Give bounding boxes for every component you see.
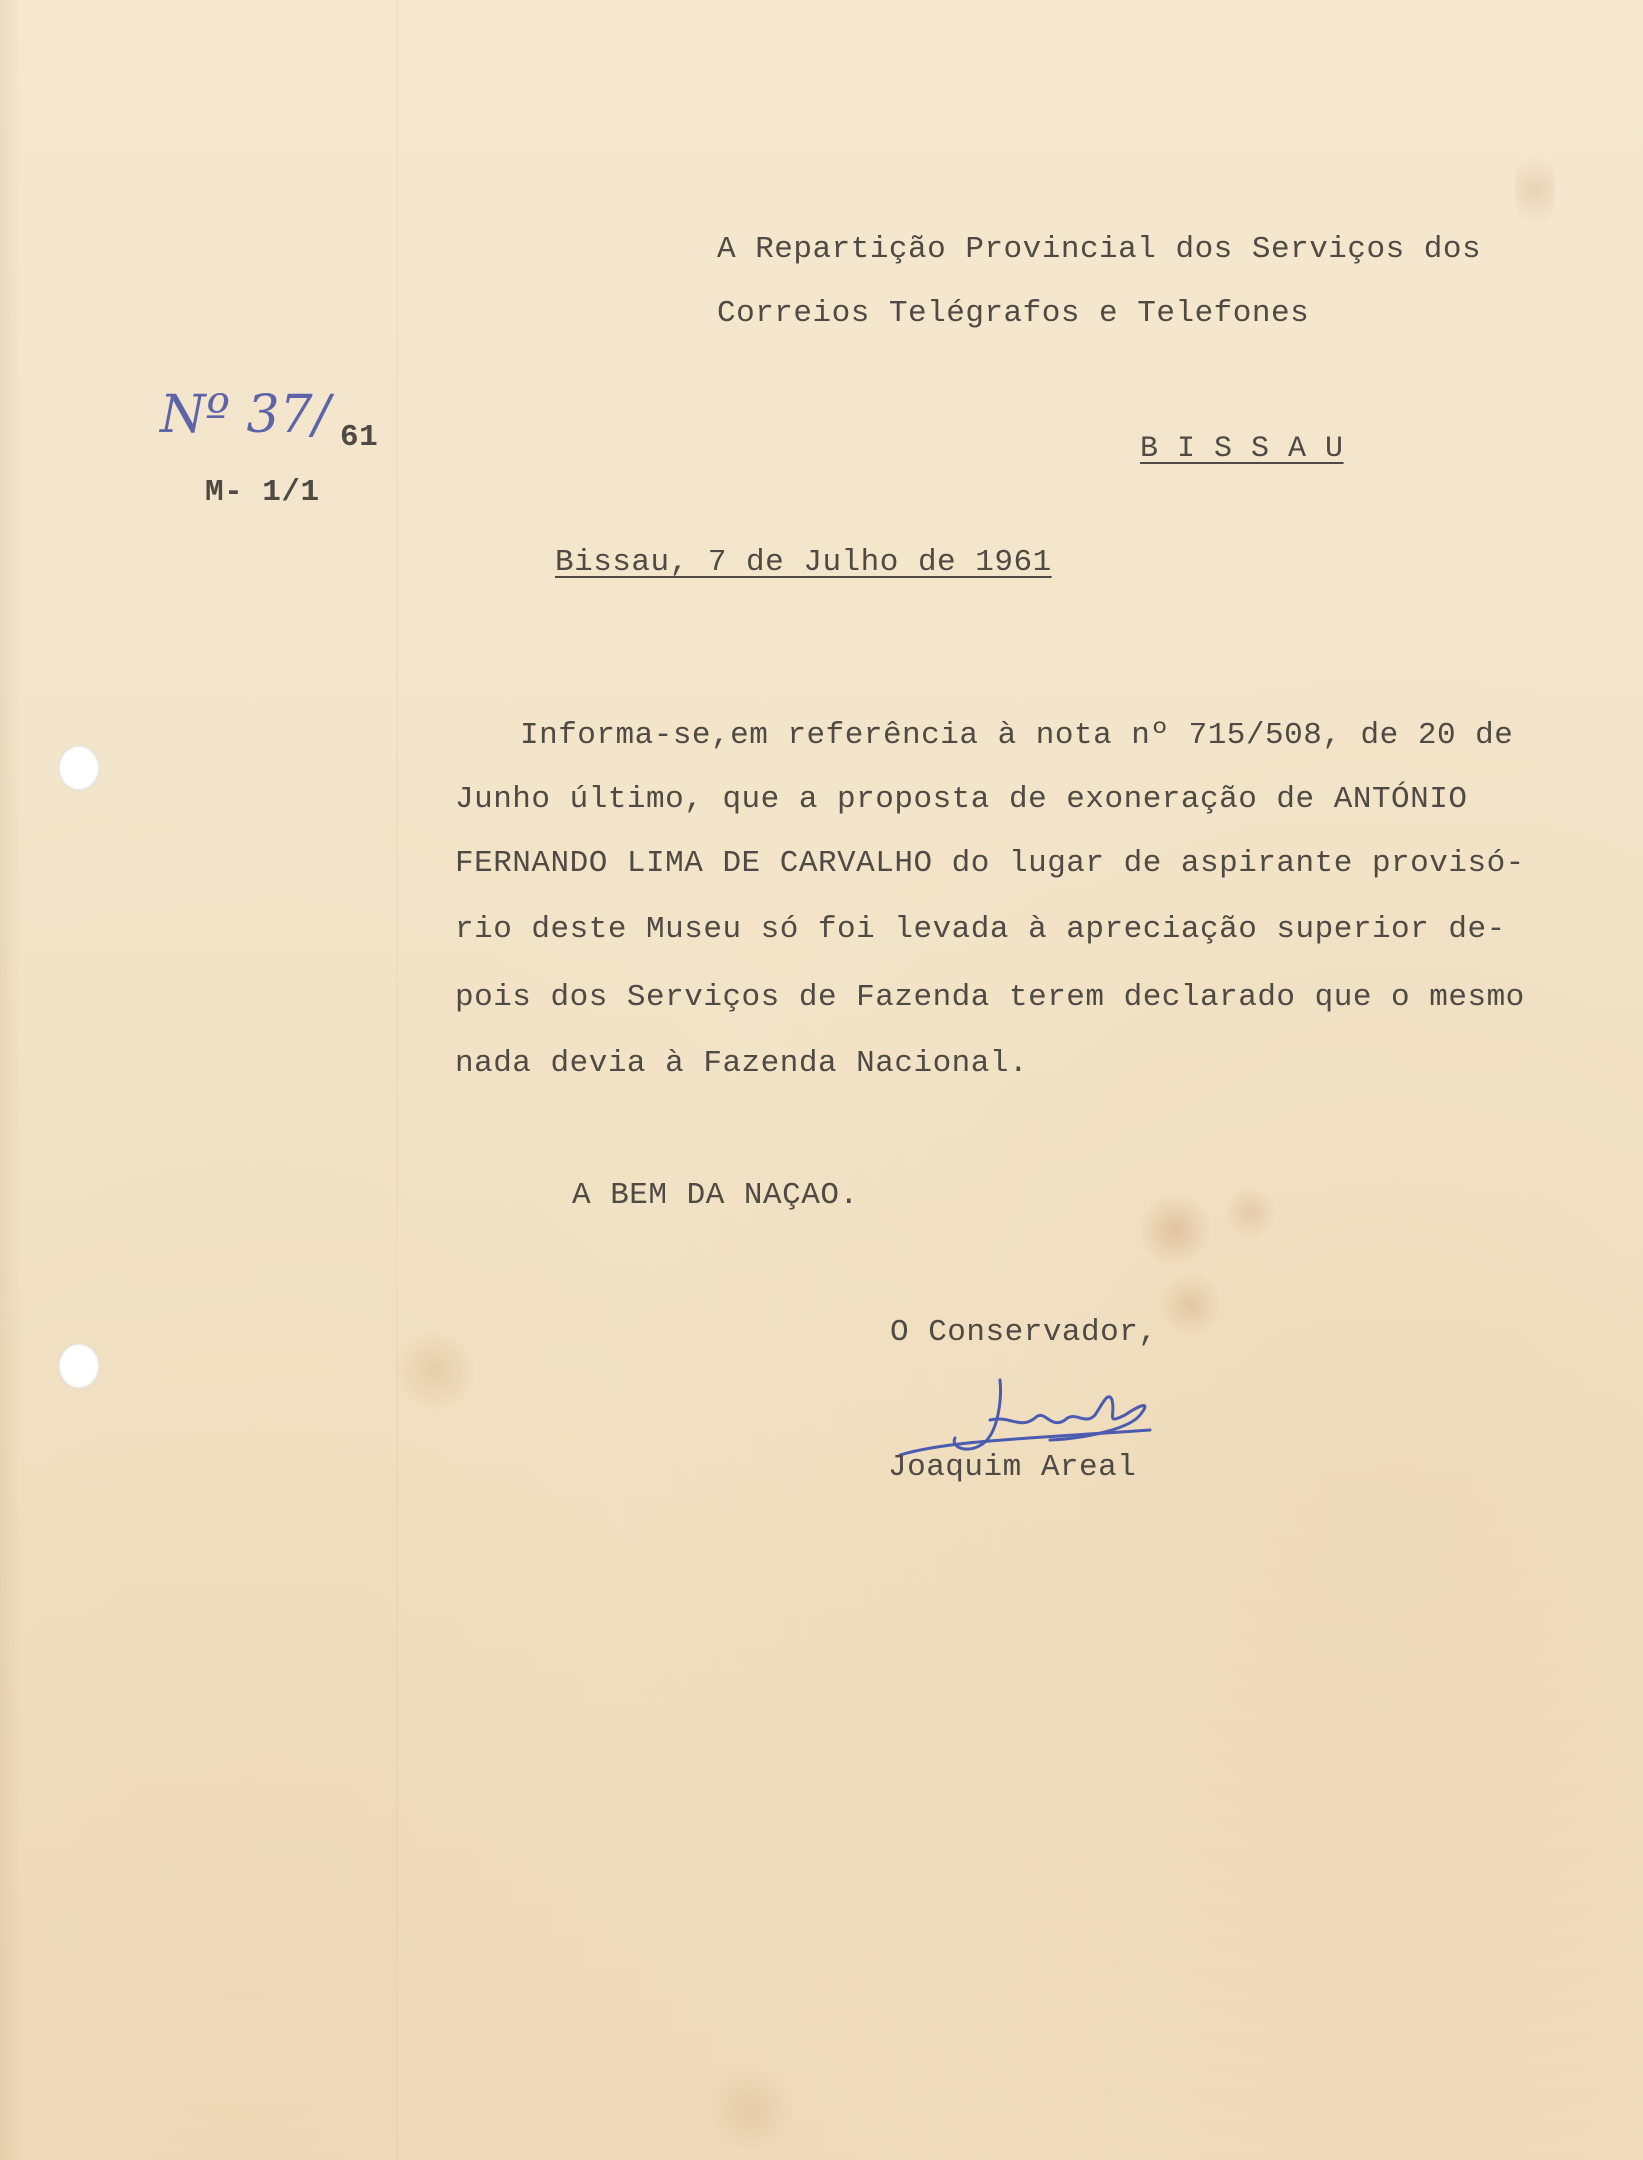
reference-year: 61 — [340, 420, 379, 455]
stain-mark — [700, 2070, 800, 2150]
punch-hole-bottom — [58, 1343, 100, 1389]
body-line-6: nada devia à Fazenda Nacional. — [455, 1046, 1029, 1081]
body-line-5: pois dos Serviços de Fazenda terem declarado que o mesmo — [455, 980, 1525, 1015]
addressee-line-1: A Repartição Provincial dos Serviços dos — [717, 232, 1482, 267]
addressee-city: B I S S A U — [1140, 432, 1344, 466]
body-line-2: Junho último, que a proposta de exoneração de ANTÓNIO — [455, 782, 1468, 817]
stain-mark — [395, 1325, 475, 1415]
stain-mark — [1225, 1185, 1275, 1240]
addressee-line-2: Correios Telégrafos e Telefones — [717, 296, 1310, 331]
signatory-title: O Conservador, — [890, 1315, 1158, 1350]
signatory-name: Joaquim Areal — [888, 1450, 1137, 1485]
stain-mark — [1160, 1270, 1220, 1340]
paper-fold-line — [395, 0, 399, 2160]
body-line-3: FERNANDO LIMA DE CARVALHO do lugar de aspirante provisó- — [455, 846, 1525, 881]
signature-stroke — [954, 1380, 1000, 1449]
punch-hole-top — [58, 745, 100, 791]
date-line: Bissau, 7 de Julho de 1961 — [555, 545, 1052, 580]
closing-salutation: A BEM DA NAÇAO. — [572, 1178, 859, 1213]
signature-stroke — [990, 1397, 1145, 1440]
body-line-1: Informa-se,em referência à nota nº 715/508, de 20 de — [520, 718, 1514, 753]
stain-mark — [1140, 1190, 1210, 1270]
body-line-4: rio deste Museu só foi levada à apreciação superior de- — [455, 912, 1506, 947]
stain-mark — [1515, 145, 1555, 235]
paper-edge-shadow — [0, 0, 22, 2160]
handwritten-reference-number: Nº 37/ — [160, 385, 331, 445]
reference-code: M- 1/1 — [205, 475, 320, 510]
